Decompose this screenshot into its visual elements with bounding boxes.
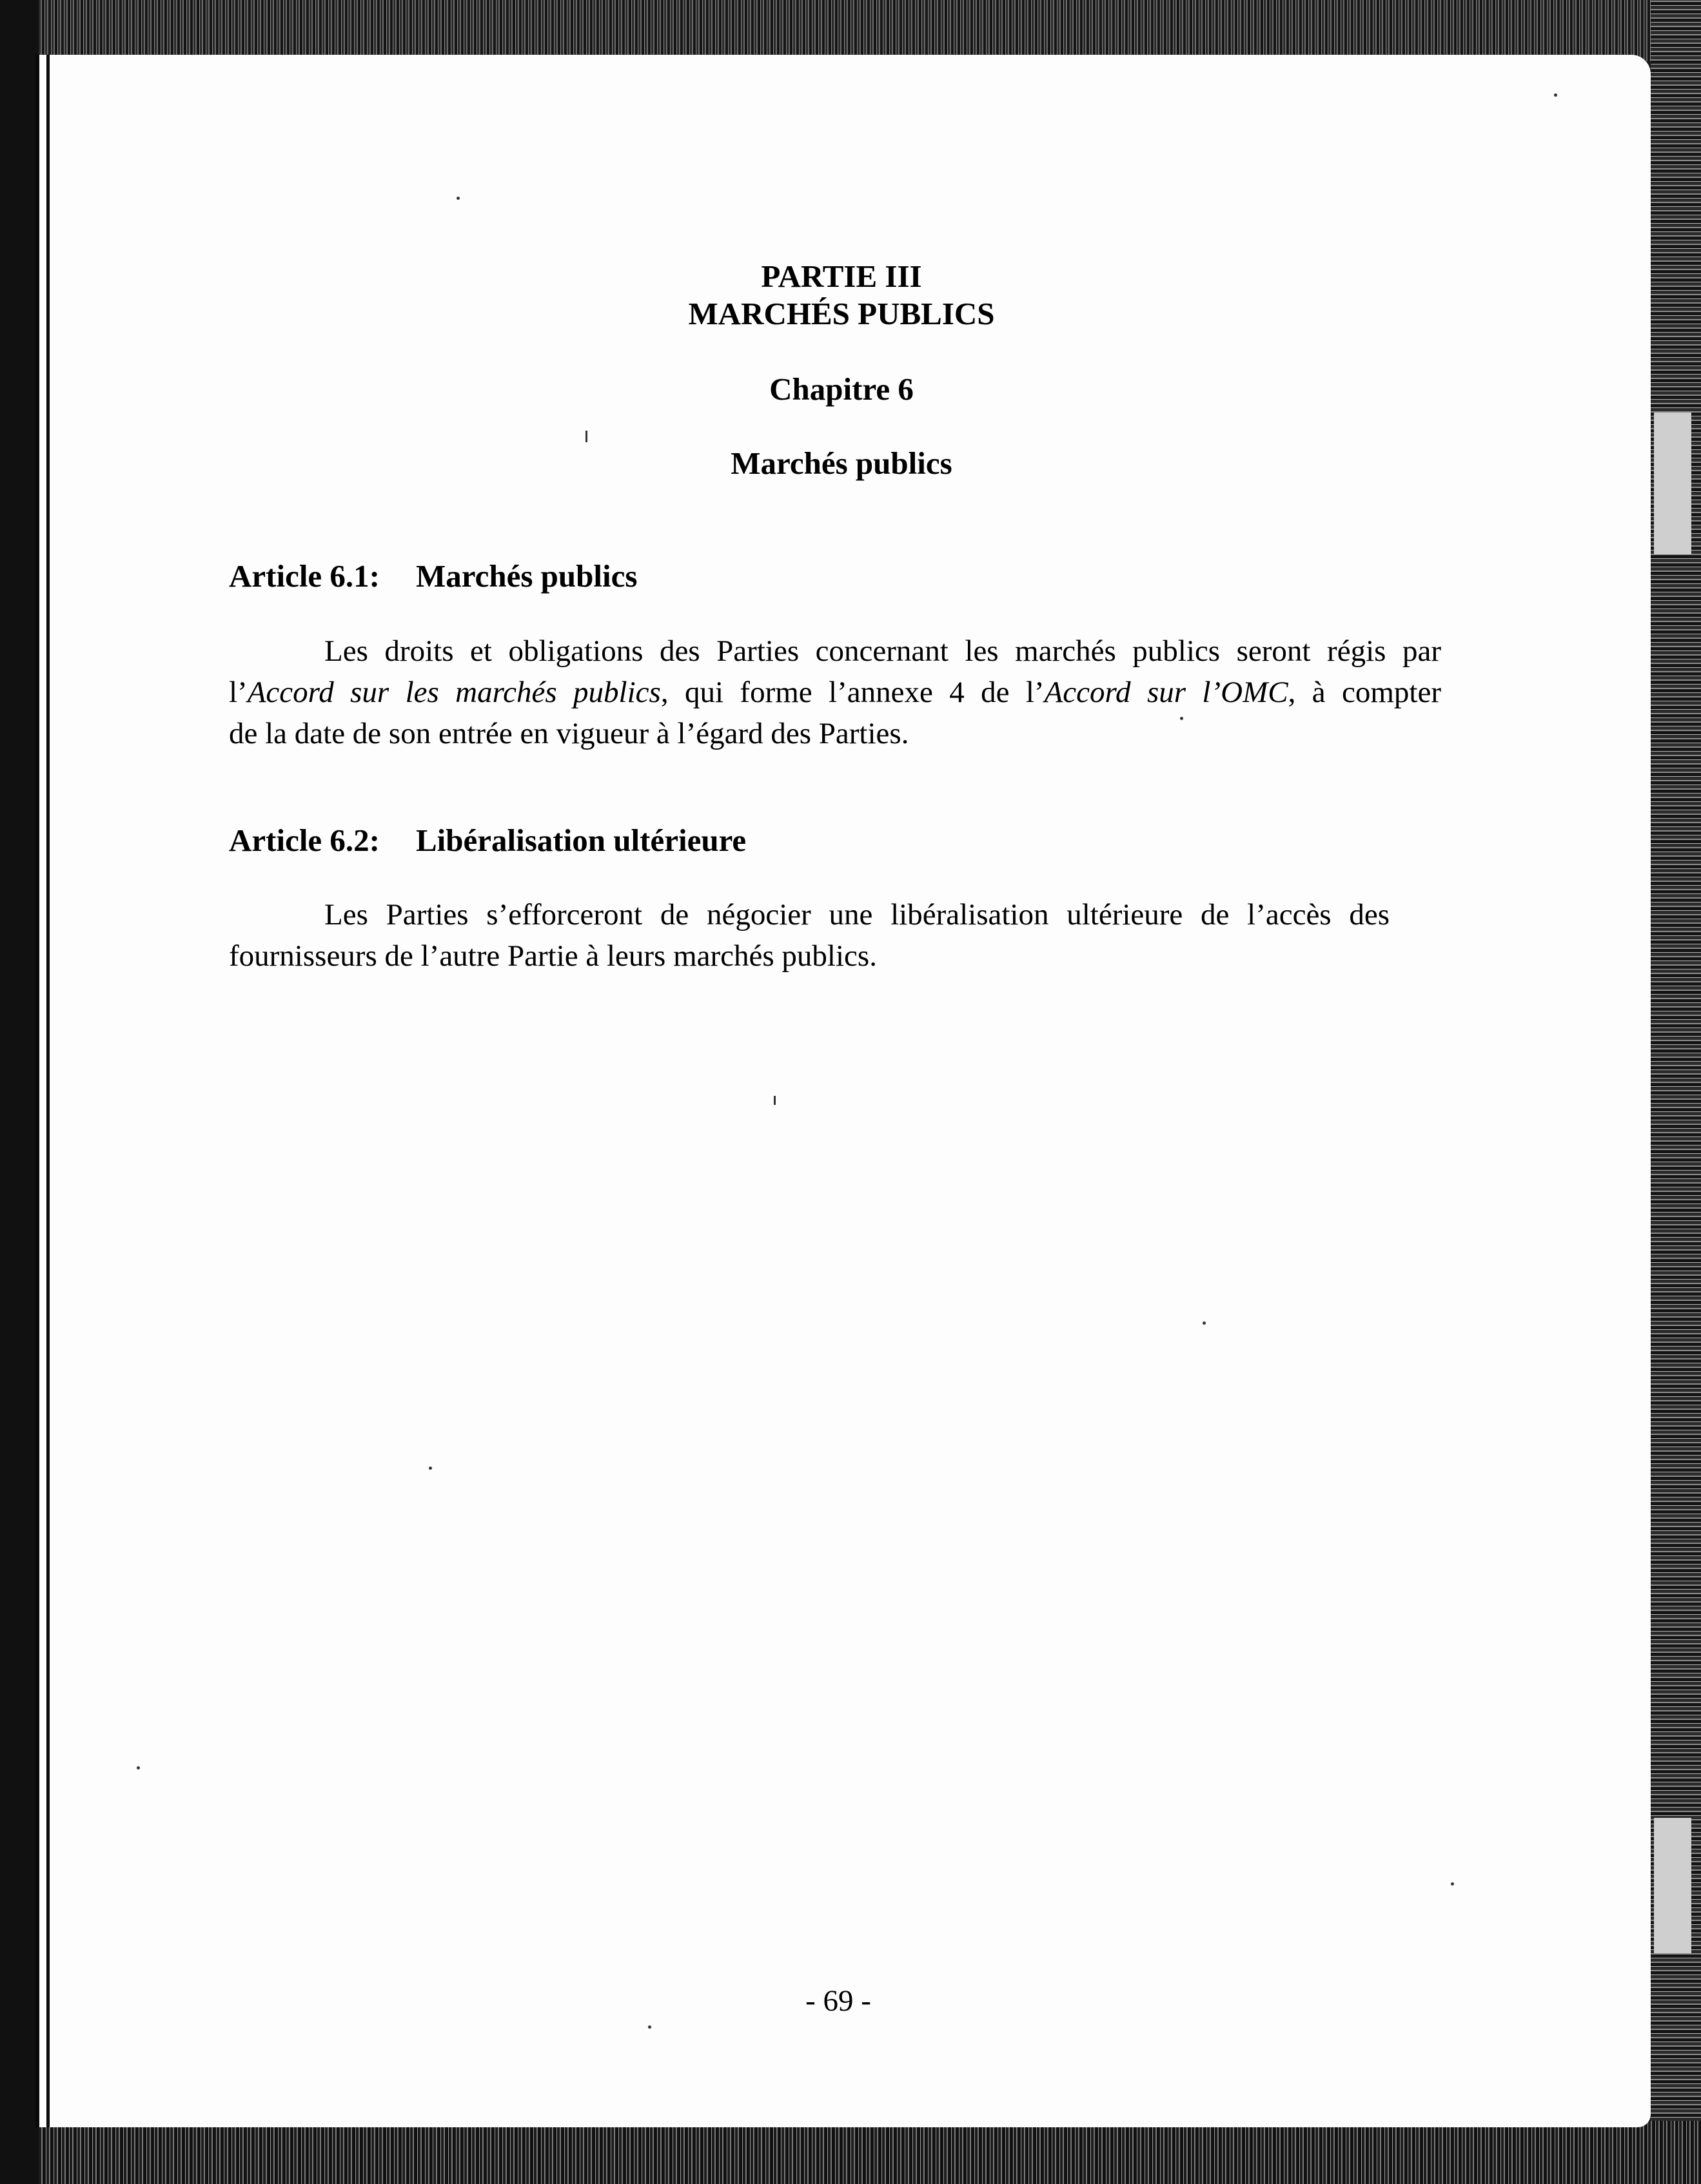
italic-title: Accord sur les marchés publics (247, 676, 661, 709)
article-paragraph (229, 894, 1390, 977)
scan-speck (429, 1467, 432, 1470)
article-paragraph (229, 630, 1441, 754)
scan-speck (1451, 1882, 1454, 1886)
scan-speck (774, 1096, 776, 1105)
scan-border-bottom (0, 2121, 1701, 2184)
article-title: Libéralisation ultérieure (416, 823, 747, 858)
chapter-label: Chapitre 6 (769, 371, 914, 407)
part-subtitle: MARCHÉS PUBLICS (688, 296, 995, 331)
document-page (35, 55, 1651, 2127)
scan-speck (457, 197, 460, 200)
paragraph-line: Les droits et obligations des Parties concernant les marchés publics seront régis par (324, 634, 1441, 668)
text-run: , à compter (1288, 676, 1441, 709)
italic-title: Accord sur l’OMC (1044, 676, 1288, 709)
scan-border-left (0, 0, 39, 2184)
article-title: Marchés publics (416, 558, 638, 594)
text-run: l’ (229, 676, 248, 709)
scan-speck (1180, 717, 1183, 720)
paragraph-line: Les Parties s’efforceront de négocier une libéralisation ultérieure de l’accès des (324, 898, 1390, 931)
article-heading (229, 820, 746, 861)
scan-speck (137, 1766, 140, 1770)
chapter-title: Marchés publics (731, 445, 952, 481)
paragraph-line: fournisseurs de l’autre Partie à leurs marchés publics. (229, 939, 877, 973)
scan-speck (1203, 1321, 1206, 1325)
scan-border-top (0, 0, 1701, 61)
binding-line (46, 55, 50, 2127)
page-tab-mark-upper (1654, 413, 1691, 554)
scan-speck (1554, 93, 1557, 97)
text-run: , qui forme l’annexe 4 de l’ (660, 676, 1045, 709)
paragraph-line: de la date de son entrée en vigueur à l’égard des Parties. (229, 717, 909, 750)
scan-speck (648, 2025, 651, 2029)
article-number: Article 6.1: (229, 558, 380, 594)
part-title: PARTIE III (761, 258, 922, 294)
scan-speck (585, 431, 587, 442)
article-number: Article 6.2: (229, 823, 380, 858)
binding-line (35, 55, 39, 2127)
article-heading (229, 556, 637, 597)
page-tab-mark-lower (1654, 1818, 1691, 1953)
paragraph-line (229, 672, 1441, 713)
page-number: - 69 - (805, 1984, 871, 2018)
